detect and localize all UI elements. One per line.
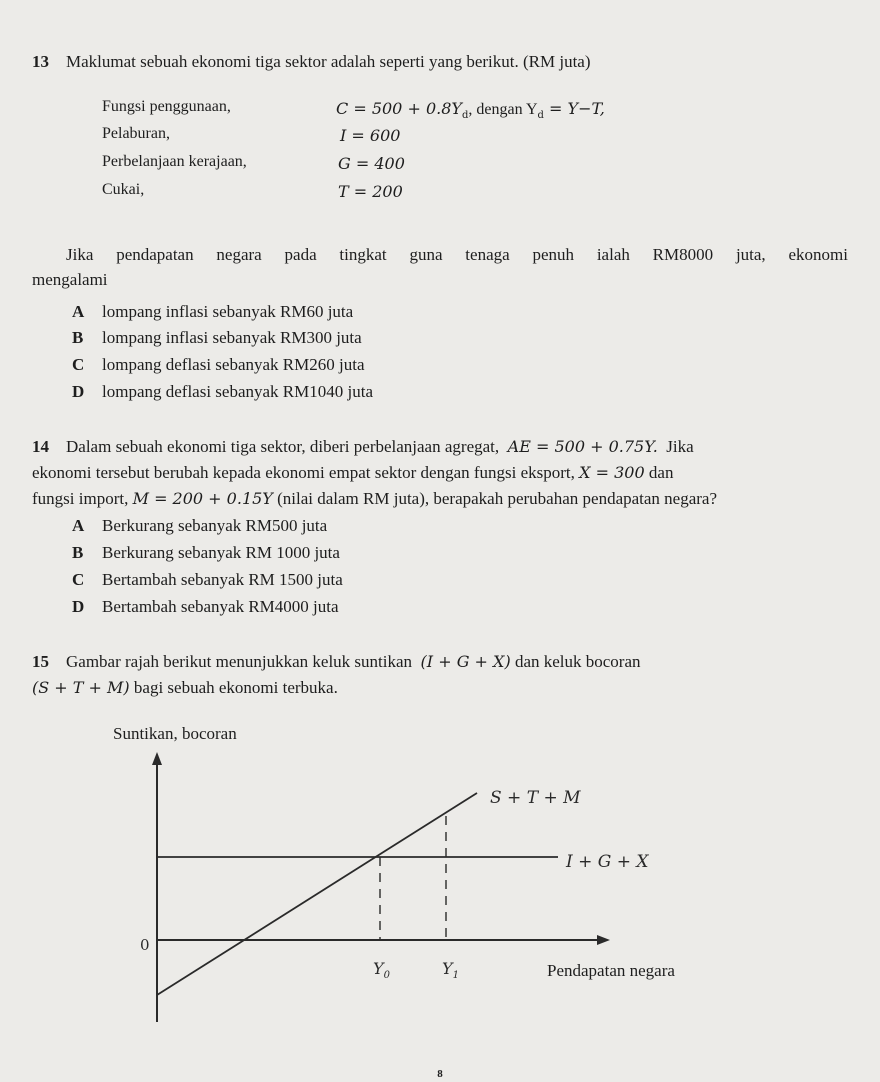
q13-question-line1: Jika pendapatan negara pada tingkat guna tenaga penuh ialah RM8000 juta, ekonomi — [66, 245, 848, 264]
q13-investment-equation: I = 600 — [340, 126, 401, 145]
q13-option-b: B lompang inflasi sebanyak RM300 juta — [72, 328, 362, 347]
q13-stem: Maklumat sebuah ekonomi tiga sektor adalah seperti yang berikut. (RM juta) — [66, 52, 591, 71]
y-axis-arrowhead — [152, 752, 162, 765]
leakage-curve-label: S + T + M — [490, 788, 581, 808]
q13-consumption-equation: $C = 500 + 0.8Y_d$, dengan $Y_d = Y-T$, — [336, 99, 605, 122]
q13-info-label-investment: Pelaburan, — [102, 125, 170, 142]
graph-x-axis-label: Pendapatan negara — [547, 961, 675, 980]
leakage-curve — [157, 793, 477, 995]
origin-label: 0 — [140, 936, 150, 954]
x-axis-arrowhead — [597, 935, 610, 945]
q15-line2: (S + T + M) bagi sebuah ekonomi terbuka. — [32, 678, 338, 697]
q13-number: 13 — [32, 52, 49, 71]
q14-line1: Dalam sebuah ekonomi tiga sektor, diberi perbelanjaan agregat, AE = 500 + 0.75Y. Jika — [66, 437, 694, 456]
y0-label: $Y_0$ — [373, 959, 390, 981]
q13-tax-equation: T = 200 — [338, 182, 403, 201]
q13-option-a: A lompang inflasi sebanyak RM60 juta — [72, 302, 354, 321]
q14-option-d: D Bertambah sebanyak RM4000 juta — [72, 597, 339, 616]
page-number: 8 — [437, 1068, 443, 1080]
q13-info-label-tax: Cukai, — [102, 181, 145, 198]
q13-info-label-consumption: Fungsi penggunaan, — [102, 98, 231, 115]
q15-number: 15 — [32, 652, 49, 671]
graph-y-axis-label: Suntikan, bocoran — [113, 724, 237, 743]
q14-option-c: C Bertambah sebanyak RM 1500 juta — [72, 570, 343, 589]
q14-option-b: B Berkurang sebanyak RM 1000 juta — [72, 543, 340, 562]
q15-line1: Gambar rajah berikut menunjukkan keluk suntikan (I + G + X) dan keluk bocoran — [66, 652, 641, 671]
q13-government-equation: G = 400 — [338, 154, 405, 173]
q13-option-c: C lompang deflasi sebanyak RM260 juta — [72, 355, 365, 374]
q14-number: 14 — [32, 437, 49, 456]
q13-info-label-government: Perbelanjaan kerajaan, — [102, 153, 247, 170]
y1-label: $Y_1$ — [442, 959, 459, 981]
injection-curve-label: I + G + X — [566, 852, 649, 872]
q14-line3: fungsi import, M = 200 + 0.15Y (nilai dalam RM juta), berapakah perubahan pendapatan negara? — [32, 489, 718, 508]
q13-question-line2: mengalami — [32, 270, 108, 289]
q13-option-d: D lompang deflasi sebanyak RM1040 juta — [72, 382, 374, 401]
q14-option-a: A Berkurang sebanyak RM500 juta — [72, 516, 328, 535]
q14-line2: ekonomi tersebut berubah kepada ekonomi empat sektor dengan fungsi eksport, X = 300 dan — [32, 463, 674, 482]
